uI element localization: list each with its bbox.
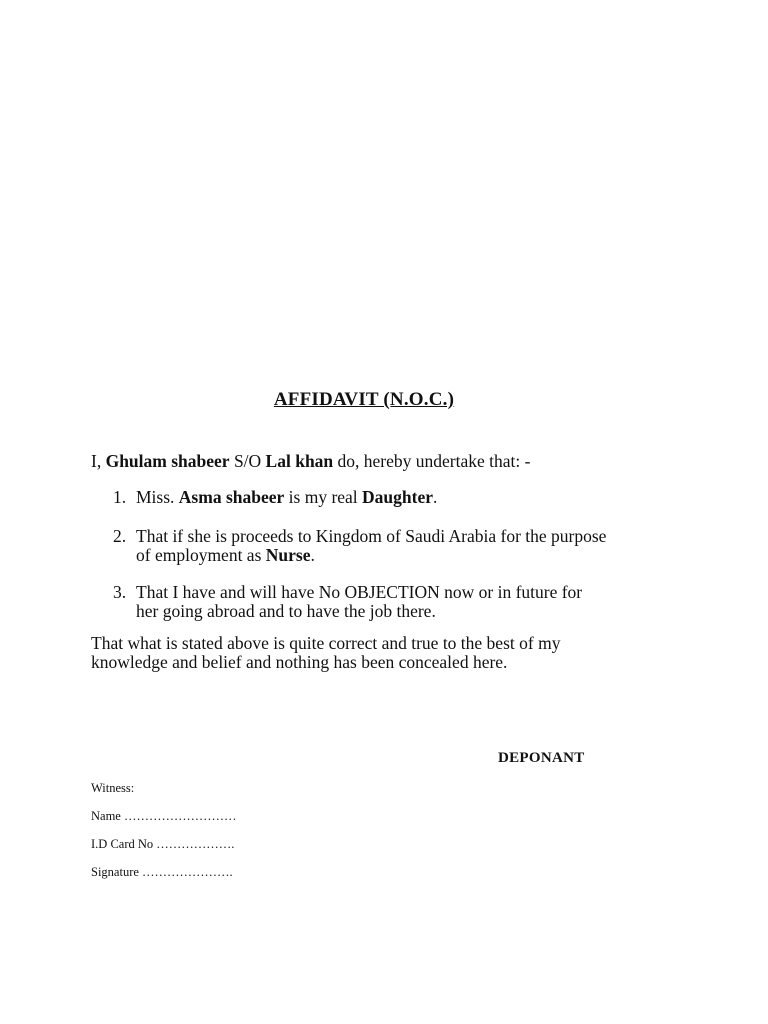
intro-suffix: do, hereby undertake that: - [333,451,531,471]
witness-heading: Witness: [91,781,135,795]
father-name: Lal khan [265,451,334,471]
conclusion-paragraph [91,634,560,672]
deponent-name: Ghulam shabeer [105,451,230,471]
conclusion-line-2: knowledge and belief and nothing has been concealed here. [91,652,508,672]
witness-signature-line: Signature …………………. [91,865,233,879]
item-3-line-1: That I have and will have No OBJECTION now or in future for [136,582,583,602]
conclusion-line-1: That what is stated above is quite correct and true to the best of my [91,633,561,653]
intro-relation: S/O [229,451,266,471]
item-2-line-1: That if she is proceeds to Kingdom of Saudi Arabia for the purpose [136,526,607,546]
item-number: 3. [113,582,127,602]
item-text [136,583,582,621]
item-1-text-c: . [433,487,438,507]
relation-daughter: Daughter [362,487,434,507]
intro-prefix: I, [91,451,106,471]
deponant-label: DEPONANT [498,750,585,766]
daughter-name: Asma shabeer [178,487,285,507]
item-1-text-a: Miss. [136,487,179,507]
item-text [136,488,437,507]
item-number: 1. [113,487,127,507]
witness-name-line: Name ……………………… [91,809,237,823]
item-2-line-2: of employment as [136,545,266,565]
witness-id-card-line: I.D Card No ………………. [91,837,235,851]
item-text [136,527,606,565]
document-title: AFFIDAVIT (N.O.C.) [273,389,455,410]
profession: Nurse [265,545,311,565]
item-1-text-b: is my real [284,487,363,507]
item-number: 2. [113,526,127,546]
item-3-line-2: her going abroad and to have the job there. [136,601,436,621]
intro-statement [91,451,530,472]
item-2-line-2-end: . [310,545,315,565]
